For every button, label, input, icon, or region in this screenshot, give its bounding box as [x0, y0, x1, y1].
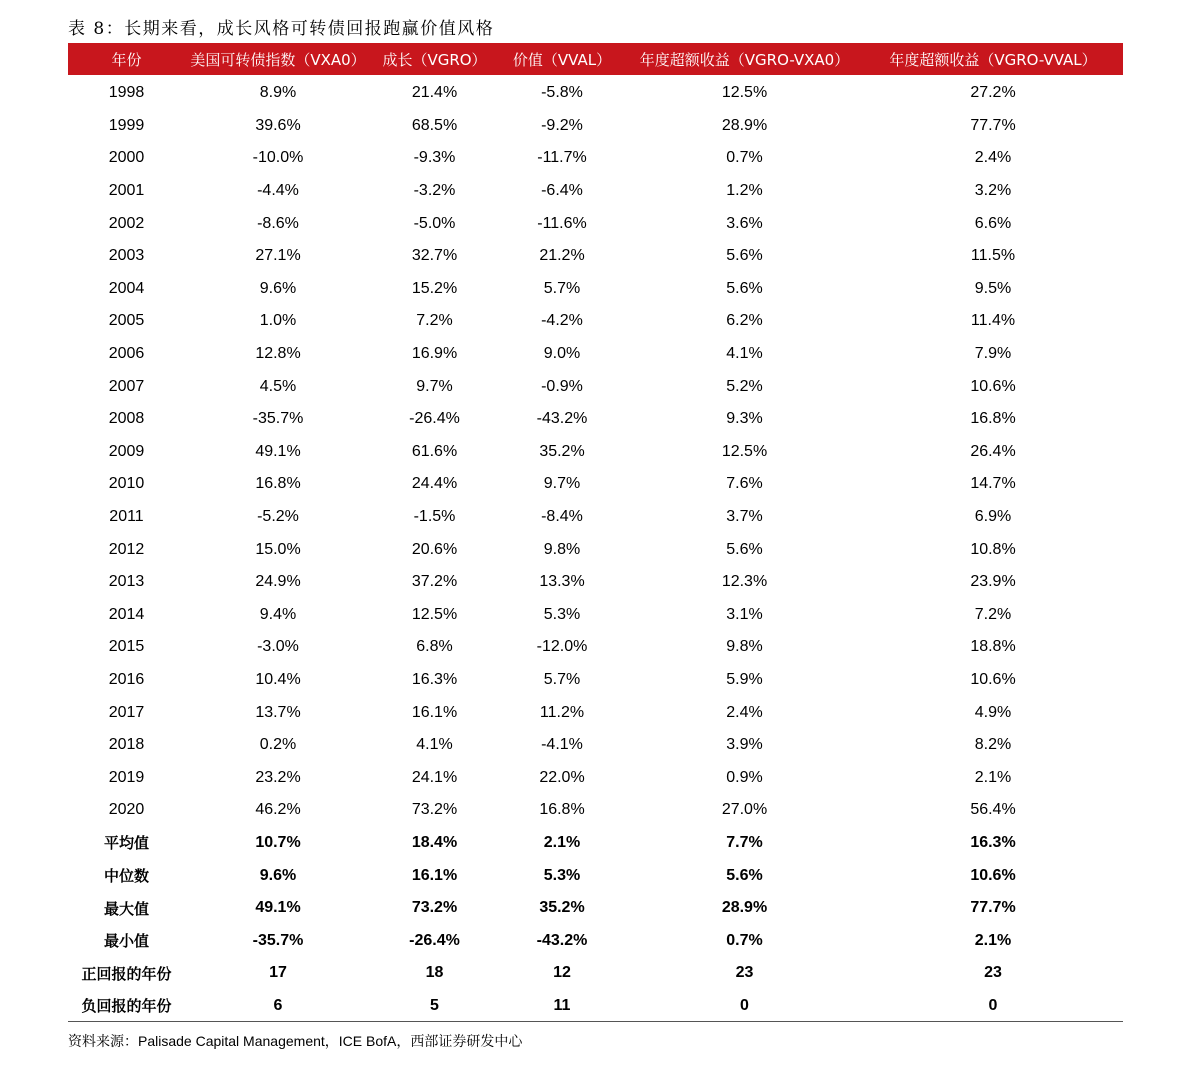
value-cell: 68.5%: [411, 116, 458, 134]
value-cell: -35.7%: [252, 931, 304, 949]
value-cell: 23.2%: [255, 768, 301, 786]
value-cell: 8.9%: [259, 84, 297, 102]
value-cell: 22.0%: [539, 768, 585, 786]
value-cell: 35.2%: [539, 442, 585, 460]
row-label-cell: 最大值: [103, 899, 149, 918]
value-cell: 9.5%: [974, 279, 1012, 297]
value-cell: 10.8%: [970, 540, 1016, 558]
value-cell: 3.7%: [726, 508, 763, 526]
table-row: [68, 533, 1123, 566]
value-cell: -11.7%: [537, 149, 587, 167]
value-cell: 1.0%: [259, 312, 297, 330]
value-cell: -10.0%: [252, 149, 304, 167]
value-cell: 5.3%: [543, 605, 581, 623]
value-cell: 4.1%: [726, 345, 763, 363]
value-cell: 77.7%: [970, 116, 1016, 134]
row-label-cell: 2018: [108, 736, 145, 754]
value-cell: 77.7%: [970, 899, 1016, 917]
row-label-cell: 2009: [108, 442, 145, 460]
value-cell: 6.6%: [974, 214, 1012, 232]
value-cell: 23.9%: [970, 573, 1016, 591]
value-cell: 0.7%: [726, 931, 763, 949]
value-cell: 2.1%: [974, 768, 1012, 786]
value-cell: 61.6%: [411, 442, 458, 460]
summary-row: [68, 892, 1123, 925]
value-cell: 16.8%: [539, 801, 585, 819]
value-cell: 16.3%: [970, 833, 1016, 851]
value-cell: 20.6%: [411, 540, 458, 558]
value-cell: 26.4%: [970, 442, 1016, 460]
table-row: [68, 75, 1123, 110]
row-label-cell: 1999: [108, 116, 145, 134]
table-row: [68, 207, 1123, 240]
value-cell: 5.7%: [543, 279, 581, 297]
value-cell: 39.6%: [255, 116, 301, 134]
table-row: [68, 729, 1123, 762]
value-cell: 9.0%: [543, 345, 581, 363]
table-body: [68, 75, 1123, 1022]
table-row: [68, 305, 1123, 338]
table-row: [68, 403, 1123, 436]
table-row: [68, 599, 1123, 632]
value-cell: 7.2%: [974, 605, 1012, 623]
value-cell: 27.0%: [721, 801, 768, 819]
column-header: 成长（VGRO）: [371, 43, 498, 75]
value-cell: 16.1%: [411, 703, 458, 721]
row-label-cell: 2007: [108, 377, 145, 395]
value-cell: 18.4%: [411, 833, 458, 851]
value-cell: 16.8%: [255, 475, 301, 493]
table-row: [68, 468, 1123, 501]
value-cell: 2.4%: [974, 149, 1012, 167]
value-cell: -4.2%: [541, 312, 583, 330]
value-cell: 56.4%: [970, 801, 1016, 819]
value-cell: -0.9%: [541, 377, 583, 395]
row-label-cell: 2002: [108, 214, 145, 232]
value-cell: 10.4%: [255, 670, 301, 688]
value-cell: 5.6%: [726, 540, 763, 558]
value-cell: 7.9%: [974, 345, 1012, 363]
summary-row: [68, 924, 1123, 957]
table-row: [68, 110, 1123, 143]
row-label-cell: 2015: [108, 638, 145, 656]
value-cell: 3.2%: [974, 182, 1012, 200]
bottom-rule: [68, 1021, 1123, 1022]
value-cell: 7.7%: [726, 833, 763, 851]
source-orgs: Palisade Capital Management，ICE BofA，: [138, 1033, 411, 1049]
row-label-cell: 2005: [108, 312, 145, 330]
table-row: [68, 696, 1123, 729]
column-header: 年份: [68, 43, 185, 75]
value-cell: 35.2%: [539, 899, 585, 917]
value-cell: -11.6%: [537, 214, 587, 232]
row-label-cell: 2019: [108, 768, 145, 786]
value-cell: 5.6%: [726, 279, 763, 297]
value-cell: 73.2%: [411, 899, 458, 917]
table-row: [68, 273, 1123, 306]
row-label-cell: 平均值: [103, 834, 149, 853]
value-cell: 2.1%: [543, 833, 581, 851]
value-cell: 15.0%: [255, 540, 301, 558]
value-cell: -5.0%: [413, 214, 456, 232]
value-cell: 9.8%: [726, 638, 763, 656]
table-row: [68, 761, 1123, 794]
value-cell: 32.7%: [411, 247, 458, 265]
value-cell: 9.8%: [543, 540, 581, 558]
value-cell: 12.3%: [721, 573, 768, 591]
value-cell: 17: [269, 964, 287, 982]
value-cell: 5.9%: [726, 670, 763, 688]
value-cell: 0: [988, 996, 998, 1014]
source-prefix: 资料来源：: [68, 1034, 138, 1050]
value-cell: 0.7%: [726, 149, 763, 167]
table-title: 表 8：长期来看，成长风格可转债回报跑赢价值风格: [68, 19, 495, 39]
value-cell: 6.8%: [416, 638, 453, 656]
value-cell: 24.9%: [255, 573, 301, 591]
value-cell: 5.7%: [543, 670, 581, 688]
table-row: [68, 794, 1123, 827]
table-row: [68, 338, 1123, 371]
value-cell: 9.7%: [416, 377, 453, 395]
value-cell: 10.6%: [970, 866, 1016, 884]
value-cell: 11.2%: [539, 703, 585, 721]
value-cell: 27.1%: [255, 247, 301, 265]
value-cell: 0.9%: [726, 768, 763, 786]
value-cell: -8.6%: [257, 214, 299, 232]
value-cell: -9.2%: [541, 116, 583, 134]
table-row: [68, 175, 1123, 208]
row-label-cell: 2011: [109, 508, 144, 526]
value-cell: 6.2%: [726, 312, 763, 330]
value-cell: 5: [430, 996, 439, 1014]
value-cell: 7.2%: [416, 312, 453, 330]
value-cell: 9.7%: [543, 475, 581, 493]
row-label-cell: 2001: [108, 182, 145, 200]
value-cell: -5.2%: [257, 508, 299, 526]
row-label-cell: 2013: [108, 573, 145, 591]
row-label-cell: 2006: [108, 345, 145, 363]
row-label-cell: 2003: [108, 247, 145, 265]
value-cell: 5.2%: [726, 377, 763, 395]
value-cell: -4.1%: [541, 736, 583, 754]
value-cell: -43.2%: [536, 410, 588, 428]
value-cell: 18.8%: [970, 638, 1016, 656]
table-row: [68, 436, 1123, 469]
value-cell: 12.5%: [721, 442, 768, 460]
column-header: 年度超额收益（VGRO-VVAL）: [863, 43, 1123, 75]
source-broker: 西部证券研发中心: [410, 1034, 523, 1050]
value-cell: 3.9%: [726, 736, 763, 754]
value-cell: 12.5%: [721, 84, 768, 102]
value-cell: 0.2%: [259, 736, 297, 754]
summary-row: [68, 859, 1123, 892]
value-cell: 5.6%: [726, 247, 763, 265]
value-cell: 3.6%: [726, 214, 763, 232]
row-label-cell: 2010: [108, 475, 145, 493]
table-row: [68, 566, 1123, 599]
column-header: 年度超额收益（VGRO-VXA0）: [626, 43, 863, 75]
row-label-cell: 2016: [108, 670, 145, 688]
table-row: [68, 142, 1123, 175]
table-row: [68, 664, 1123, 697]
row-label-cell: 2012: [108, 540, 145, 558]
value-cell: -4.4%: [257, 182, 299, 200]
value-cell: 24.1%: [411, 768, 458, 786]
value-cell: 23: [984, 964, 1002, 982]
value-cell: -26.4%: [409, 931, 460, 949]
value-cell: 73.2%: [411, 801, 458, 819]
value-cell: 16.3%: [411, 670, 458, 688]
row-label-cell: 负回报的年份: [81, 997, 172, 1016]
value-cell: 27.2%: [970, 84, 1016, 102]
value-cell: 10.6%: [970, 377, 1016, 395]
value-cell: 28.9%: [721, 116, 768, 134]
row-label-cell: 2008: [108, 410, 145, 428]
value-cell: -8.4%: [541, 508, 583, 526]
value-cell: 16.9%: [411, 345, 458, 363]
value-cell: 9.6%: [259, 866, 297, 884]
value-cell: -5.8%: [541, 84, 583, 102]
value-cell: 28.9%: [721, 899, 768, 917]
value-cell: 4.9%: [974, 703, 1012, 721]
row-label-cell: 正回报的年份: [81, 964, 172, 983]
value-cell: 11.5%: [970, 247, 1016, 265]
value-cell: 11: [553, 996, 571, 1014]
value-cell: 21.4%: [411, 84, 458, 102]
value-cell: 1.2%: [726, 182, 763, 200]
column-header: 美国可转债指数（VXA0）: [185, 43, 371, 75]
value-cell: 15.2%: [411, 279, 458, 297]
summary-row: [68, 990, 1123, 1023]
value-cell: 13.3%: [539, 573, 585, 591]
row-label-cell: 2000: [108, 149, 145, 167]
value-cell: -3.2%: [413, 182, 456, 200]
summary-row: [68, 957, 1123, 990]
returns-table: [68, 43, 1123, 1022]
table-header-row: [68, 43, 1123, 75]
value-cell: 49.1%: [255, 899, 301, 917]
value-cell: 9.3%: [726, 410, 763, 428]
value-cell: 12.5%: [411, 605, 458, 623]
row-label-cell: 最小值: [103, 932, 149, 951]
row-label-cell: 2020: [108, 801, 145, 819]
value-cell: -3.0%: [257, 638, 299, 656]
source-note: [68, 1031, 522, 1051]
value-cell: 16.8%: [970, 410, 1016, 428]
summary-row: [68, 827, 1123, 860]
value-cell: 2.1%: [974, 931, 1012, 949]
value-cell: 4.1%: [416, 736, 453, 754]
value-cell: 3.1%: [726, 605, 763, 623]
value-cell: 13.7%: [255, 703, 301, 721]
value-cell: -35.7%: [252, 410, 304, 428]
value-cell: 10.6%: [970, 670, 1016, 688]
value-cell: 18: [425, 964, 444, 982]
value-cell: -6.4%: [541, 182, 583, 200]
value-cell: 0: [740, 996, 749, 1014]
value-cell: 24.4%: [411, 475, 458, 493]
value-cell: 2.4%: [726, 703, 763, 721]
value-cell: -1.5%: [413, 508, 456, 526]
value-cell: 11.4%: [970, 312, 1016, 330]
value-cell: 14.7%: [970, 475, 1016, 493]
value-cell: 5.3%: [543, 866, 581, 884]
row-label-cell: 1998: [108, 84, 145, 102]
value-cell: 9.4%: [259, 605, 297, 623]
value-cell: 6.9%: [974, 508, 1012, 526]
table-row: [68, 370, 1123, 403]
value-cell: 8.2%: [974, 736, 1012, 754]
value-cell: 46.2%: [255, 801, 301, 819]
value-cell: 4.5%: [259, 377, 297, 395]
value-cell: -12.0%: [536, 638, 588, 656]
value-cell: 10.7%: [255, 833, 301, 851]
table-row: [68, 501, 1123, 534]
value-cell: 6: [273, 996, 283, 1014]
value-cell: 16.1%: [411, 866, 458, 884]
row-label-cell: 2014: [108, 605, 145, 623]
value-cell: -9.3%: [413, 149, 456, 167]
value-cell: 5.6%: [726, 866, 763, 884]
value-cell: 12: [553, 964, 571, 982]
value-cell: 21.2%: [539, 247, 585, 265]
value-cell: 49.1%: [255, 442, 301, 460]
value-cell: -26.4%: [409, 410, 460, 428]
table-row: [68, 631, 1123, 664]
value-cell: 23: [735, 964, 754, 982]
column-header: 价值（VVAL）: [498, 43, 626, 75]
row-label-cell: 2004: [108, 279, 145, 297]
value-cell: 9.6%: [259, 279, 297, 297]
row-label-cell: 中位数: [103, 867, 149, 886]
value-cell: 12.8%: [255, 345, 301, 363]
table-row: [68, 240, 1123, 273]
row-label-cell: 2017: [108, 703, 145, 721]
value-cell: -43.2%: [536, 931, 588, 949]
value-cell: 37.2%: [411, 573, 458, 591]
value-cell: 7.6%: [726, 475, 763, 493]
